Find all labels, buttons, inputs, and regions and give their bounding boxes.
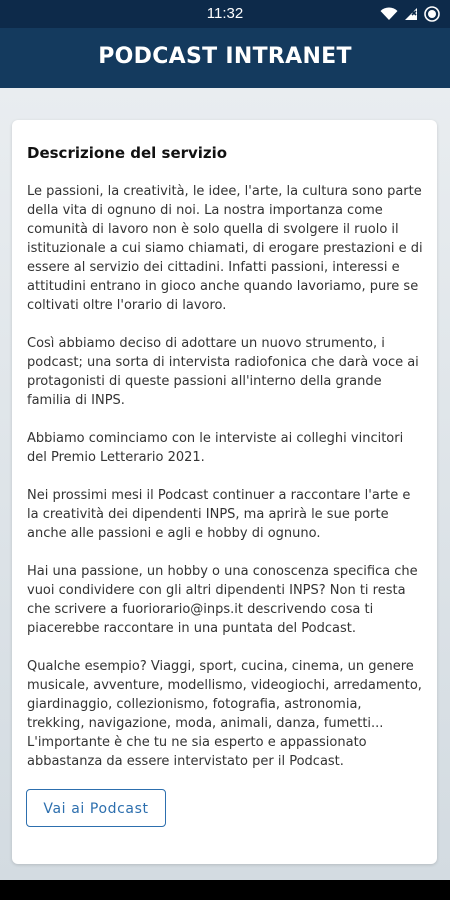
description-paragraph: Nei prossimi mesi il Podcast continuer a raccontare l'arte e la creatività dei dipendenti INPS, ma aprirà le sue porte anche alle passioni e agli e hobby di ognuno.	[27, 488, 411, 541]
navigation-bar	[0, 880, 450, 900]
status-bar	[0, 0, 450, 28]
wifi-icon	[380, 7, 398, 21]
description-paragraph: Abbiamo cominciamo con le interviste ai colleghi vincitori del Premio Letterario 2021.	[27, 431, 404, 465]
description-paragraph: Così abbiamo deciso di adottare un nuovo strumento, i podcast; una sorta di intervista radiofonica che darà voce ai protagonisti di queste passioni all'interno della grande familia di INPS.	[27, 336, 419, 408]
app-title: PODCAST INTRANET	[98, 44, 352, 69]
go-to-podcast-button[interactable]: Vai ai Podcast	[26, 789, 166, 827]
signal-icon	[404, 7, 418, 21]
status-icons	[380, 5, 440, 23]
description-paragraph: Hai una passione, un hobby o una conoscenza specifica che vuoi condividere con gli altri dipendenti INPS? Non ti resta che scrivere a fuoriorario@inps.it descrivendo cosa ti piacerebbe raccontare in una puntata del Podcast.	[27, 564, 418, 636]
app-header	[0, 28, 450, 88]
card-body	[27, 182, 423, 790]
service-description-card	[12, 120, 437, 864]
description-paragraph: Qualche esempio? Viaggi, sport, cucina, cinema, un genere musicale, avventure, modellismo, videogiochi, arredamento, giardinaggio, collezionismo, fotografia, astronomia, trekking, navigazione, moda, animali, danza, fumetti... L'importante è che tu ne sia esperto e appassionato abbastanza da essere intervistato per il Podcast.	[27, 659, 422, 769]
description-paragraph: Le passioni, la creatività, le idee, l'arte, la cultura sono parte della vita di ognuno di noi. La nostra importanza come comunità di lavoro non è solo quella di svolgere il ruolo il istituzionale a cui siamo chiamati, di erogare prestazioni e di essere al servizio dei cittadini. Infatti passioni, interessi e attitudini entrano in gioco anche quando lavoriamo, pure se coltivati oltre l'orario di lavoro.	[27, 184, 423, 313]
status-time: 11:32	[206, 5, 244, 22]
battery-icon	[424, 6, 440, 22]
card-title: Descrizione del servizio	[27, 144, 228, 162]
